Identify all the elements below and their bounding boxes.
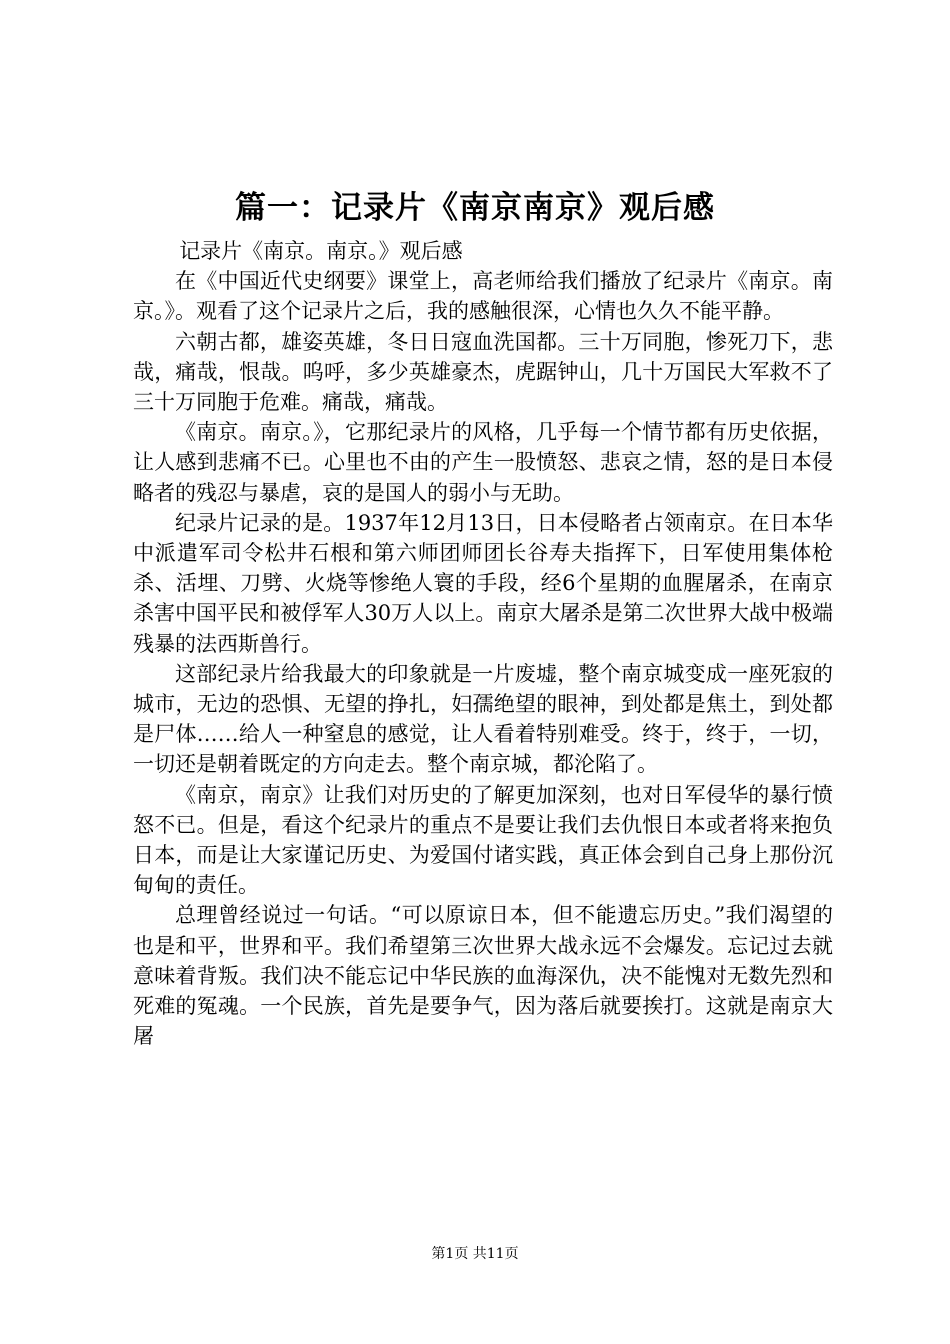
paragraph-subtitle: 记录片《南京。南京。》观后感 bbox=[179, 239, 463, 263]
paragraph: 《南京。南京。》，它那纪录片的风格，几乎每一个情节都有历史依据，让人感到悲痛不已。心里也不由的产生一股愤怒、悲哀之情，怒的是日本侵略者的残忍与暴虐，哀的是国人的弱小与无助。 bbox=[133, 420, 833, 505]
paragraph: 六朝古都，雄姿英雄，冬日日寇血洗国都。三十万同胞，惨死刀下，悲哉，痛哉，恨哉。呜呼，多少英雄豪杰，虎踞钟山，几十万国民大军救不了三十万同胞于危难。痛哉，痛哉。 bbox=[133, 329, 833, 415]
document-title: 篇一：记录片《南京南京》观后感 bbox=[235, 190, 715, 226]
paragraph: 纪录片记录的是。1937年12月13日，日本侵略者占领南京。在日本华中派遣军司令松井石根和第六师团师团长谷寿夫指挥下，日军使用集体枪杀、活埋、刀劈、火烧等惨绝人寰的手段，经6个星期的血腥屠杀，在南京杀害中国平民和被俘军人30万人以上。南京大屠杀是第二次世界大战中极端残暴的法西斯兽行。 bbox=[133, 510, 833, 656]
paragraph: 总理曾经说过一句话。“可以原谅日本，但不能遗忘历史。”我们渴望的也是和平，世界和平。我们希望第三次世界大战永远不会爆发。忘记过去就意味着背叛。我们决不能忘记中华民族的血海深仇，决不能愧对无数先烈和死难的冤魂。一个民族，首先是要争气，因为落后就要挨打。这就是南京大屠 bbox=[133, 903, 833, 1049]
paragraph: 《南京，南京》让我们对历史的了解更加深刻，也对日军侵华的暴行愤怒不已。但是，看这个纪录片的重点不是要让我们去仇恨日本或者将来抱负日本，而是让大家谨记历史、为爱国付诸实践，真正体会到自己身上那份沉甸甸的责任。 bbox=[133, 782, 833, 898]
page-footer: 第1页 共11页 bbox=[431, 1246, 519, 1262]
paragraph: 在《中国近代史纲要》课堂上，高老师给我们播放了纪录片《南京。南京。》。观看了这个记录片之后，我的感触很深，心情也久久不能平静。 bbox=[133, 269, 833, 324]
document-body bbox=[133, 236, 833, 1051]
paragraph: 这部纪录片给我最大的印象就是一片废墟，整个南京城变成一座死寂的城市，无边的恐惧、无望的挣扎，妇孺绝望的眼神，到处都是焦土，到处都是尸体……给人一种窒息的感觉，让人看着特别难受。终于，终于，一切，一切还是朝着既定的方向走去。整个南京城，都沦陷了。 bbox=[133, 661, 833, 777]
